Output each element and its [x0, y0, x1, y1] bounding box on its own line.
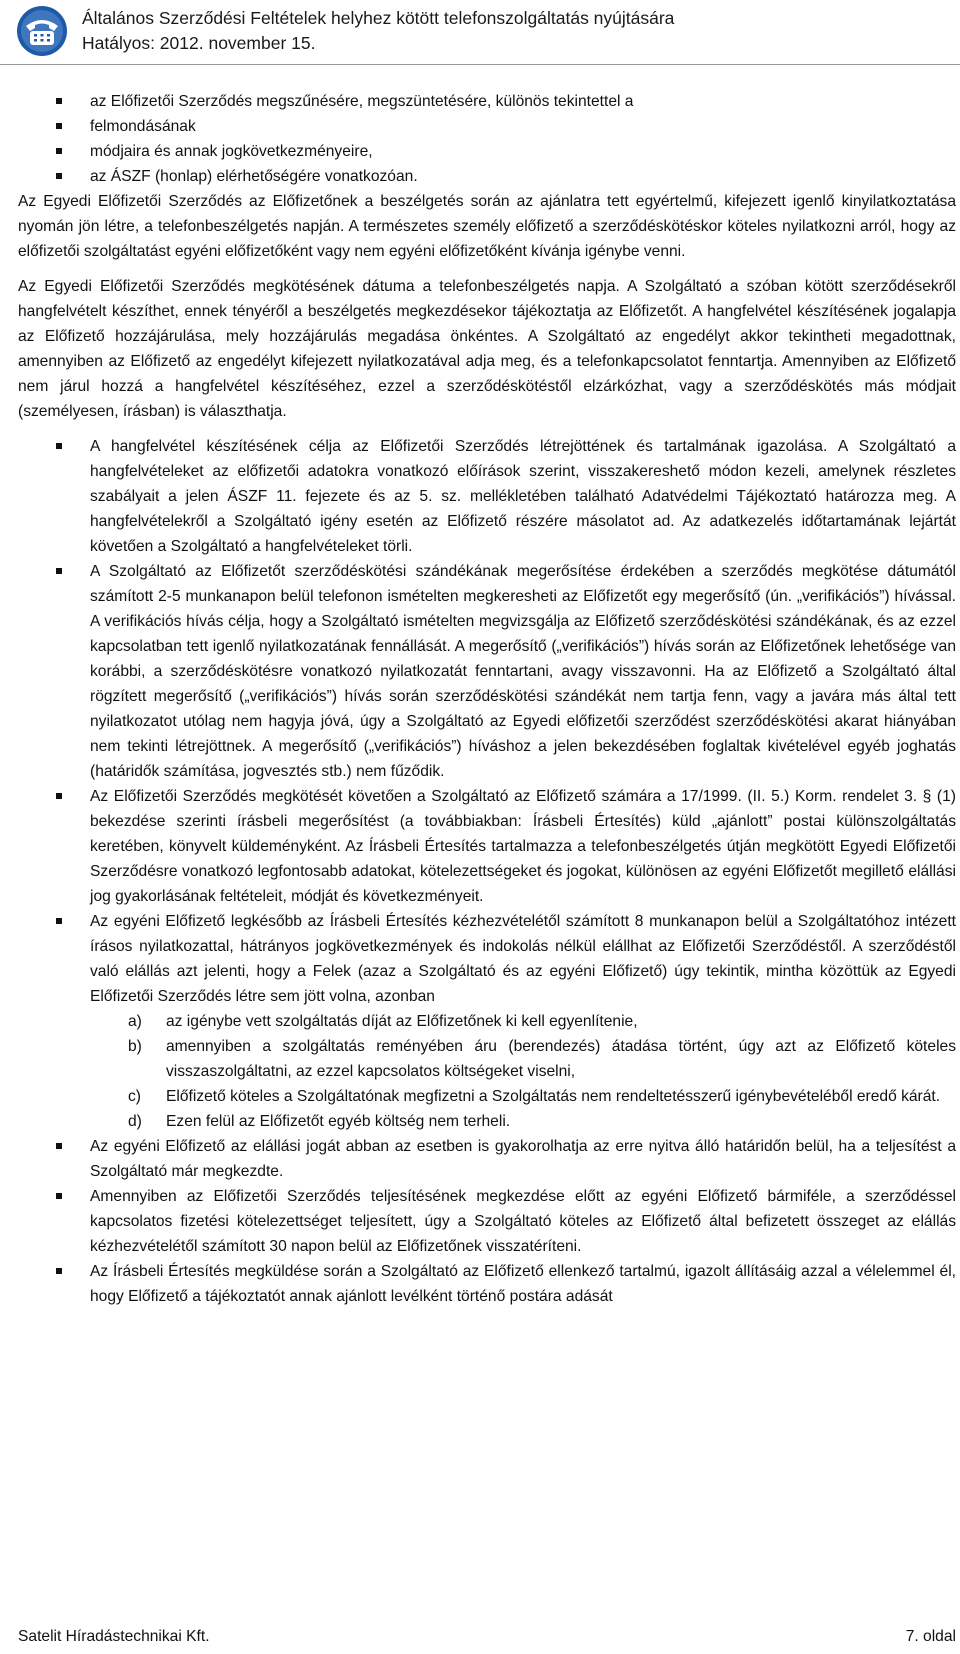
list-item: az ÁSZF (honlap) elérhetőségére vonatkozóan. — [18, 164, 956, 189]
list-item: módjaira és annak jogkövetkezményeire, — [18, 139, 956, 164]
list-item: Az egyéni Előfizető az elállási jogát abban az esetben is gyakorolhatja az erre nyitva álló határidőn belül, ha a teljesítést a Szolgáltató már megkezdte. — [18, 1134, 956, 1184]
list-item: A hangfelvétel készítésének célja az Előfizetői Szerződés létrejöttének és tartalmának igazolása. A Szolgáltató a hangfelvételeket az előfizetői adatokra vonatkozó előírások szerint, visszakereshető módon kezeli, amelynek részletes szabályait a jelen ÁSZF 11. fejezete és az 5. sz. mellékletében található Adatvédelmi Tájékoztató határozza meg. A hangfelvételekről a Szolgáltató igény esetén az Előfizető részére másolatot ad. Az adatkezelés időtartamának lejártát követően a Szolgáltató a hangfelvételeket törli. — [18, 434, 956, 559]
sub-list-text: Előfizető köteles a Szolgáltatónak megfizetni a Szolgáltatás nem rendeltetésszerű igénybevételéből eredő kárát. — [166, 1088, 941, 1105]
sub-list-item — [18, 1009, 956, 1034]
sub-list-text: az igénybe vett szolgáltatás díját az Előfizetőnek ki kell egyenlítenie, — [166, 1013, 638, 1030]
sub-list-item — [18, 1084, 956, 1109]
sub-list-item — [18, 1109, 956, 1134]
page-header — [0, 0, 960, 65]
footer-company: Satelit Híradástechnikai Kft. — [18, 1628, 210, 1645]
document-title: Általános Szerződési Feltételek helyhez kötött telefonszolgáltatás nyújtására — [82, 8, 675, 28]
document-body — [18, 89, 956, 1309]
list-item: felmondásának — [18, 114, 956, 139]
list-item: Az egyéni Előfizető legkésőbb az Írásbeli Értesítés kézhezvételétől számított 8 munkanapon belül a Szolgáltatóhoz intézett írásos nyilatkozattal, hátrányos jogkövetkezmények és indokolás nélkül elállhat az Előfizetői Szerződéstől. A szerződéstől való elállás azt jelenti, hogy a Felek (azaz a Szolgáltató és az egyéni Előfizető) úgy tekintik, mintha közöttük az Egyedi Előfizetői Szerződés létre sem jött volna, azonban — [18, 909, 956, 1009]
header-text — [82, 6, 674, 56]
sub-list-label: d) — [128, 1113, 142, 1130]
page-number: 7. oldal — [905, 1628, 956, 1645]
sub-list-item — [18, 1034, 956, 1084]
sub-list-label: c) — [128, 1088, 141, 1105]
list-item: az Előfizetői Szerződés megszűnésére, megszüntetésére, különös tekintettel a — [18, 89, 956, 114]
list-item: Az Előfizetői Szerződés megkötését követően a Szolgáltató az Előfizető számára a 17/1999. (II. 5.) Korm. rendelet 3. § (1) bekezdése szerinti írásbeli megerősítést (a továbbiakban: Írásbeli Értesítés) küld „ajánlott” postai különszolgáltatás keretében, könyvelt küldeményként. Az Írásbeli Értesítés tartalmazza a telefonbeszélgetés útján megkötött Egyedi Előfizetői Szerződésre vonatkozó legfontosabb adatokat, kötelezettségeket és jogokat, különösen az egyéni Előfizetőt megillető elállási jog gyakorlásának feltételeit, módját és következményeit. — [18, 784, 956, 909]
sub-list-label: b) — [128, 1038, 142, 1055]
paragraph: Az Egyedi Előfizetői Szerződés az Előfizetőnek a beszélgetés során az ajánlatra tett egyértelmű, kifejezett igenlő kinyilatkoztatása nyomán jön létre, a telefonbeszélgetés napján. A természetes személy előfizető a szerződéskötéskor köteles nyilatkozni arról, hogy az előfizetői szolgáltatást egyéni előfizetőként vagy nem egyéni előfizetőként kívánja igénybe venni. — [18, 193, 956, 260]
telephone-icon — [12, 4, 72, 58]
effective-date: Hatályos: 2012. november 15. — [82, 33, 316, 53]
sub-list-text: amennyiben a szolgáltatás reményében áru (berendezés) átadása történt, úgy azt az Előfizető köteles visszaszolgáltatni, az ezzel kapcsolatos költségeket viselni, — [166, 1038, 956, 1080]
sub-list-text: Ezen felül az Előfizetőt egyéb költség nem terheli. — [166, 1113, 511, 1130]
list-item: Az Írásbeli Értesítés megküldése során a Szolgáltató az Előfizető ellenkező tartalmú, igazolt állításáig azzal a vélelemmel él, hogy Előfizető a tájékoztatót annak ajánlott levélként történő postára adását — [18, 1259, 956, 1309]
paragraph: Az Egyedi Előfizetői Szerződés megkötésének dátuma a telefonbeszélgetés napja. A Szolgáltató a szóban kötött szerződésekről hangfelvételt készíthet, ennek tényéről a beszélgetés megkezdésekor tájékoztatja az Előfizetőt. A hangfelvétel készítésének jogalapja az Előfizető hozzájárulása, mely hozzájárulás megadása önkéntes. A Szolgáltató az engedélyt akkor tekintheti megadottnak, amennyiben az Előfizető az engedélyt kifejezett nyilatkozatával adja meg, és a telefonkapcsolatot fenntartja. Amennyiben az Előfizető nem járul hozzá a hangfelvétel készítéséhez, ezzel a szerződéskötéstől elzárkózhat, vagy a szerződéskötés más módjait (személyesen, írásban) is választhatja. — [18, 278, 956, 420]
list-item: Amennyiben az Előfizetői Szerződés teljesítésének megkezdése előtt az egyéni Előfizető bármiféle, a szerződéssel kapcsolatos fizetési kötelezettséget teljesített, úgy a Szolgáltató köteles az Előfizető által befizetett összeget az elállás kézhezvételétől számított 30 napon belül az Előfizetőnek visszatéríteni. — [18, 1184, 956, 1259]
sub-list-label: a) — [128, 1013, 142, 1030]
list-item: A Szolgáltató az Előfizetőt szerződéskötési szándékának megerősítése érdekében a szerződés megkötése dátumától számított 2-5 munkanapon belül telefonon ismételten megkeresheti az Előfizetőt egy megerősítő (ún. „verifikációs”) hívással. A verifikációs hívás célja, hogy a Szolgáltató ismételten megvizsgálja az Előfizető szerződéskötési szándékának, és az ezzel kapcsolatban tett igenlő nyilatkozatának fennállását. A megerősítő („verifikációs”) hívás során az Előfizetőnek lehetősége van korábbi, a szerződéskötésre vonatkozó nyilatkozatát fenntartani, avagy visszavonni. Ha az Előfizető a Szolgáltató által rögzített megerősítő („verifikációs”) hívás során szerződéskötési szándékát nem tartja fenn, vagy a javára más által tett nyilatkozatot utólag nem hagyja jóvá, úgy a Szolgáltató az Egyedi előfizetői szerződést szerződéskötési akarat hiányában nem tekinti létrejöttnek. A megerősítő („verifikációs”) híváshoz a jelen bekezdésében foglaltak kivételével egyéb joghatás (határidők számítása, jogvesztés stb.) nem fűződik. — [18, 559, 956, 784]
